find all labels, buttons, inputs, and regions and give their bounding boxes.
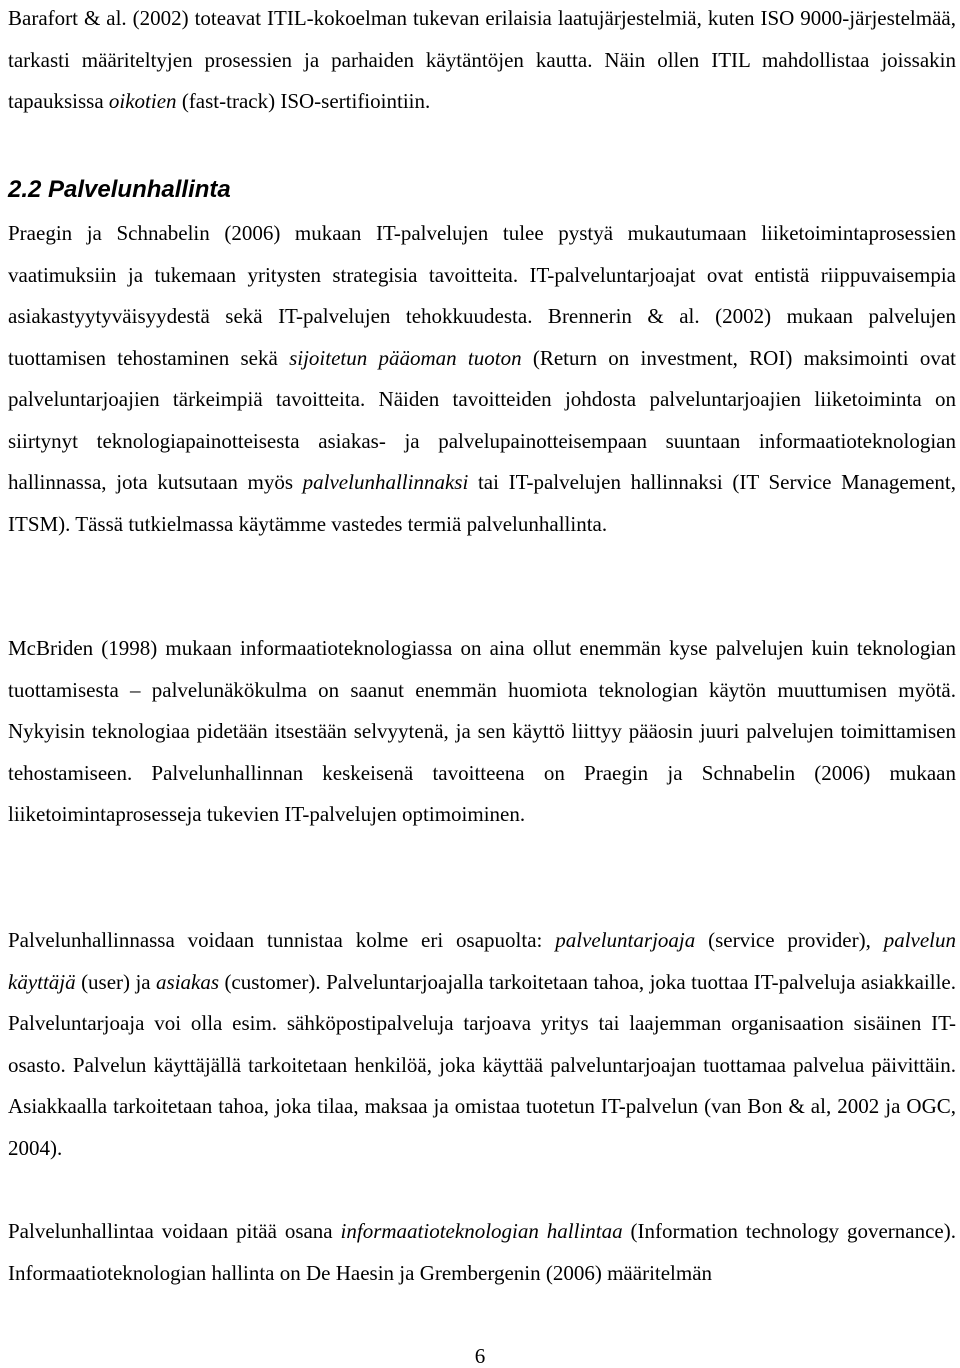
paragraph-3	[8, 920, 956, 1169]
intro-text-1: Barafort & al. (2002) toteavat ITIL-kokoelman tukevan erilaisia laatujärjestelmiä, kuten ISO 9000-järjestelmää, tarkasti määriteltyjen prosessien ja parhaiden käytäntöjen kautta. Näin ollen ITIL mahdollistaa joissakin tapauksissa	[8, 6, 956, 113]
paragraph-1	[8, 213, 956, 545]
p4-emphasis-it-hallinta: informaatioteknologian hallintaa	[340, 1219, 623, 1243]
p4-text-1: Palvelunhallintaa voidaan pitää osana	[8, 1219, 341, 1243]
p3-emphasis-palveluntarjoaja: palveluntarjoaja	[555, 928, 696, 952]
p3-emphasis-asiakas: asiakas	[156, 969, 220, 994]
p1-text-1: Praegin ja Schnabelin (2006) mukaan IT-palvelujen tulee pystyä mukautumaan liiketoimintaprosessien vaatimuksiin ja tukemaan yritysten strategisia tavoitteita. IT-palveluntarjoajat ovat entistä riippuvaisempia asiakastyytyväisyydestä sekä IT-palvelujen tehokkuudesta. Brennerin & al. (2002) mukaan palvelujen tuottamisen tehostaminen sekä	[8, 221, 956, 370]
p3-text-3: (user) ja	[75, 969, 157, 994]
p2-text-1: McBriden (1998) mukaan informaatioteknologiassa on aina ollut enemmän kyse palvelujen kuin teknologian tuottamisesta – palvelunäkökulma on saanut enemmän huomiota teknologian käytön muuttumisen myötä. Nykyisin teknologiaa pidetään itsestään selvyytenä, ja sen käyttö liittyy pääosin juuri palvelujen toimittamisen tehostamiseen. Palvelunhallinnan keskeisenä tavoitteena on Praegin ja Schnabelin (2006) mukaan liiketoimintaprosesseja tukevien IT-palvelujen optimoiminen.	[8, 636, 956, 826]
p1-emphasis-palvelunhallinnaksi: palvelunhallinnaksi	[302, 470, 469, 494]
page-number: 6	[474, 1344, 486, 1368]
p1-emphasis-roi: sijoitetun pääoman tuoton	[289, 345, 522, 370]
p3-emphasis-palvelun-kayttaja: palvelun käyttäjä	[8, 928, 956, 994]
intro-emphasis-oikotien: oikotien	[108, 89, 177, 113]
paragraph-2	[8, 628, 956, 836]
p3-text-1: Palvelunhallinnassa voidaan tunnistaa kolme eri osapuolta:	[8, 928, 556, 952]
p3-text-4: (customer). Palveluntarjoajalla tarkoitetaan tahoa, joka tuottaa IT-palveluja asiakkaille. Palveluntarjoaja voi olla esim. sähköpostipalveluja tarjoava yritys tai laajemman organisaation sisäinen IT-osasto. Palvelun käyttäjällä tarkoitetaan henkilöä, joka käyttää palveluntarjoajan tuottamaa palvelua päivittäin. Asiakkaalla tarkoitetaan tahoa, joka tilaa, maksaa ja omistaa tuotetun IT-palvelun (van Bon & al, 2002 ja OGC, 2004).	[8, 969, 957, 1160]
intro-paragraph	[8, 0, 956, 123]
section-heading: 2.2 Palvelunhallinta	[8, 176, 231, 203]
p1-text-2: (Return on investment, ROI) maksimointi ovat palveluntarjoajien tärkeimpiä tavoitteita. Näiden tavoitteiden johdosta palveluntarjoajien liiketoiminta on siirtynyt teknologiapainotteisesta asiakas- ja palvelupainotteisempaan suuntaan informaatioteknologian hallinnassa, jota kutsutaan myös	[8, 345, 957, 494]
intro-text-2: (fast-track) ISO-sertifiointiin.	[176, 89, 431, 113]
p1-text-3: tai IT-palvelujen hallinnaksi (IT Service Management, ITSM). Tässä tutkielmassa käytämme vastedes termiä palvelunhallinta.	[8, 470, 956, 536]
paragraph-4	[8, 1211, 956, 1294]
p4-text-2: (Information technology governance). Informaatioteknologian hallinta on De Haesin ja Grembergenin (2006) määritelmän	[8, 1219, 956, 1285]
p3-text-2: (service provider),	[695, 928, 884, 952]
